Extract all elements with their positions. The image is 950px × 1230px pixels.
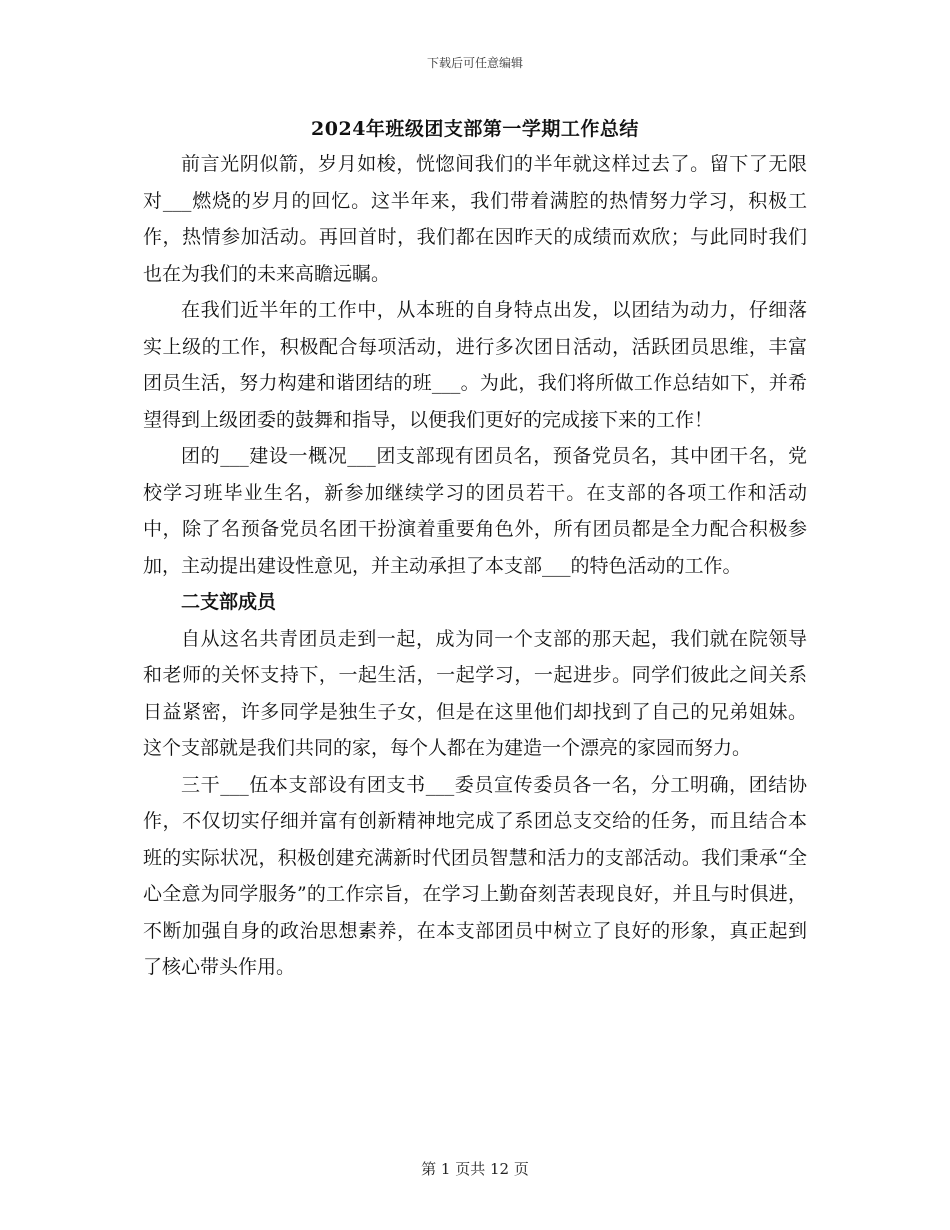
- paragraph-cadres: 三干___伍本支部设有团支书___委员宣传委员各一名，分工明确，团结协作，不仅切实仔细并富有创新精神地完成了系团总支交给的任务，而且结合本班的实际状况，积极创建充满新时代团员智慧和活力的支部活动。我们秉承“全心全意为同学服务”的工作宗旨，在学习上勤奋刻苦表现良好，并且与时俱进，不断加强自身的政治思想素养，在本支部团员中树立了良好的形象，真正起到了核心带头作用。: [143, 773, 807, 978]
- document-title: 2024年班级团支部第一学期工作总结: [311, 118, 639, 140]
- document-body: [143, 146, 807, 986]
- paragraph-organization: 团的___建设一概况___团支部现有团员名，预备党员名，其中团干名，党校学习班毕业生名，新参加继续学习的团员若干。在支部的各项工作和活动中，除了名预备党员名团干扮演着重要角色外，所有团员都是全力配合积极参加，主动提出建设性意见，并主动承担了本支部___的特色活动的工作。: [143, 445, 807, 577]
- paragraph-preface: 前言光阴似箭，岁月如梭，恍惚间我们的半年就这样过去了。留下了无限对___燃烧的岁月的回忆。这半年来，我们带着满腔的热情努力学习，积极工作，热情参加活动。再回首时，我们都在因昨天的成绩而欢欣；与此同时我们也在为我们的未来高瞻远瞩。: [143, 153, 807, 285]
- paragraph-overview: 在我们近半年的工作中，从本班的自身特点出发，以团结为动力，仔细落实上级的工作，积极配合每项活动，进行多次团日活动，活跃团员思维，丰富团员生活，努力构建和谐团结的班___。为此，我们将所做工作总结如下，并希望得到上级团委的鼓舞和指导，以便我们更好的完成接下来的工作！: [143, 299, 807, 431]
- page-header-note: 下载后可任意编辑: [426, 56, 523, 70]
- section-heading-members: 二支部成员: [181, 591, 277, 613]
- paragraph-members: 自从这名共青团员走到一起，成为同一个支部的那天起，我们就在院领导和老师的关怀支持下，一起生活，一起学习，一起进步。同学们彼此之间关系日益紧密，许多同学是独生子女，但是在这里他们却找到了自己的兄弟姐妹。这个支部就是我们共同的家，每个人都在为建造一个漂亮的家园而努力。: [143, 627, 807, 759]
- page-number-footer: 第 1 页共 12 页: [421, 1160, 529, 1178]
